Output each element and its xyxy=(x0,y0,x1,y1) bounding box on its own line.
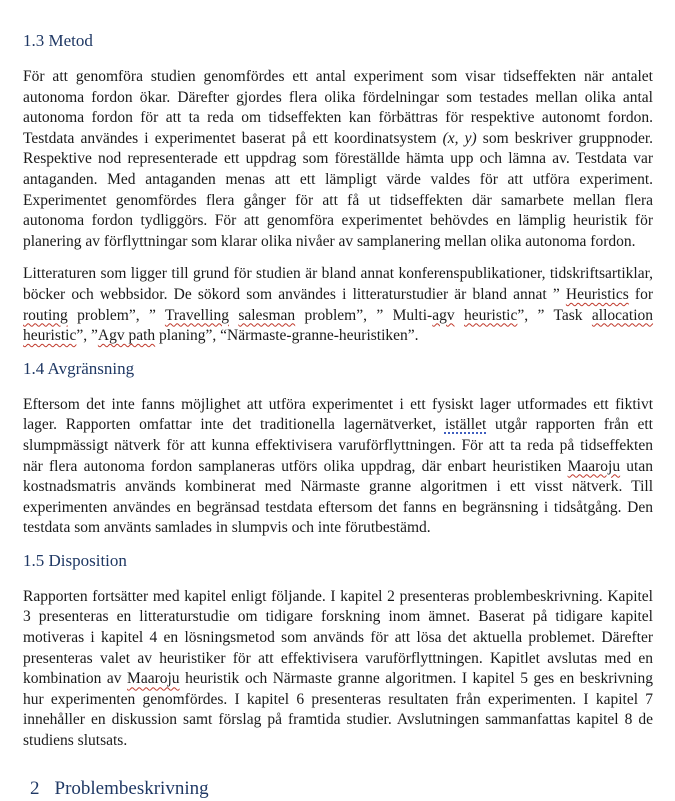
spellcheck-marked-word: agv xyxy=(432,306,455,324)
body-text: Rapporten fortsätter med kapitel enligt följande. I kapitel 2 presenteras problembeskrivning. Kapitel 3 presenteras en litteraturstudie om tidigare forskning inom ämnet. Baserat på tidigare kapitel motiveras i kapitel 4 en lösningsmetod som används för att lösa det aktuella problemet. Därefter presenteras valet av heuristiker för att effektivisera varuförflyttningen. Kapitlet avslutas med en kombination av xyxy=(23,587,653,688)
body-text: utan kostnadsmatris används kombinerat med Närmaste granne algoritmen i ett visst nätverk. Till experimenten användes en begränsad testdata eftersom det fanns en begränsning i tidsåtgång. Den testdata som använts samlades in slumpvis och inte förutbestämd. xyxy=(23,457,653,537)
paragraph-metod-1 xyxy=(23,67,653,252)
body-text: for xyxy=(628,285,653,303)
spellcheck-marked-word: Heuristics xyxy=(565,285,629,303)
spellcheck-marked-word: allocation xyxy=(591,306,654,324)
grammar-marked-word: istället xyxy=(444,416,487,434)
spellcheck-marked-word: Maaroju xyxy=(127,670,180,688)
section-heading-avgransning: 1.4 Avgränsning xyxy=(23,358,135,378)
body-text: För att genomföra studien genomfördes ett antal experiment som visar tidseffekten när antalet autonoma fordon ökar. Därefter gjordes flera olika fördelningar som testades mellan olika antal autonoma fordon för att ta reda om tidseffekten kan förbättras för respektive autonomt fordon. Testdata användes i experimentet baserat på ett koordinatsystem xyxy=(23,68,653,147)
paragraph-avgransning-1 xyxy=(23,395,653,539)
body-text: problem”, ” xyxy=(67,306,165,324)
paragraph-metod-2 xyxy=(23,264,653,346)
spellcheck-marked-word: heuristic xyxy=(23,327,77,345)
math-italic-text: (x, y) xyxy=(442,129,477,147)
body-text: problem”, ” Multi- xyxy=(295,306,433,324)
spellcheck-marked-word: heuristic xyxy=(464,306,518,324)
body-text: som beskriver gruppnoder. Respektive nod representerade ett uppdrag som föreställde hämta upp och lämna av. Testdata var antaganden. Med antaganden menas att ett lämpligt värde valdes för att utföra experiment. Experimentet genomfördes flera gånger för att få ut tidseffekten där samarbete mellan flera autonoma fordon tydliggörs. För att genomföra experimentet behövdes en lämplig heuristik för planering av förflyttningar som klarar olika nivåer av samplanering mellan olika autonoma fordon. xyxy=(23,129,654,250)
paragraph-disposition-1 xyxy=(23,587,653,752)
body-text: Eftersom det inte fanns möjlighet att utföra experimentet i ett fysiskt lager utformades ett fiktivt lager. Rapporten omfattar inte det traditionella lagernätverket, xyxy=(23,395,653,434)
body-text xyxy=(455,307,464,324)
spellcheck-marked-word: Maaroju xyxy=(567,457,621,475)
spellcheck-marked-word: Travelling xyxy=(164,306,229,324)
section-heading-disposition: 1.5 Disposition xyxy=(23,550,127,570)
next-chapter-heading-partial xyxy=(30,777,209,801)
body-text xyxy=(229,307,238,324)
spellcheck-marked-word: Agv path xyxy=(97,327,156,345)
body-text: ”, ” Task xyxy=(517,306,592,324)
body-text: ”, ” xyxy=(76,327,98,345)
spellcheck-marked-word: routing xyxy=(23,306,68,324)
body-text: utgår rapporten från ett slumpmässigt nätverk för att kunna effektivisera varuförflyttningen. För att ta reda på tidseffekten när flera autonoma fordon samplaneras utförs olika uppdrag, där enbart heuristiken xyxy=(23,416,653,475)
chapter-title: Problembeskrivning xyxy=(54,778,209,799)
body-text: planing”, “Närmaste-granne-heuristiken”. xyxy=(155,327,419,345)
body-text: heuristik och Närmaste granne algoritmen. I kapitel 5 ges en beskrivning hur experimenten genomfördes. I kapitel 6 presenteras resultaten från experimenten. I kapitel 7 innehåller en diskussion samt förslag på framtida studier. Avslutningen sammanfattas kapitel 8 de studiens slutsats. xyxy=(23,670,653,750)
spellcheck-marked-word: salesman xyxy=(238,306,296,324)
body-text: Litteraturen som ligger till grund för studien är bland annat konferenspublikationer, tidskriftsartiklar, böcker och webbsidor. De sökord som användes i litteraturstudier är bland annat ” xyxy=(23,265,653,303)
section-heading-metod: 1.3 Metod xyxy=(23,31,93,50)
chapter-number: 2 xyxy=(30,778,40,799)
